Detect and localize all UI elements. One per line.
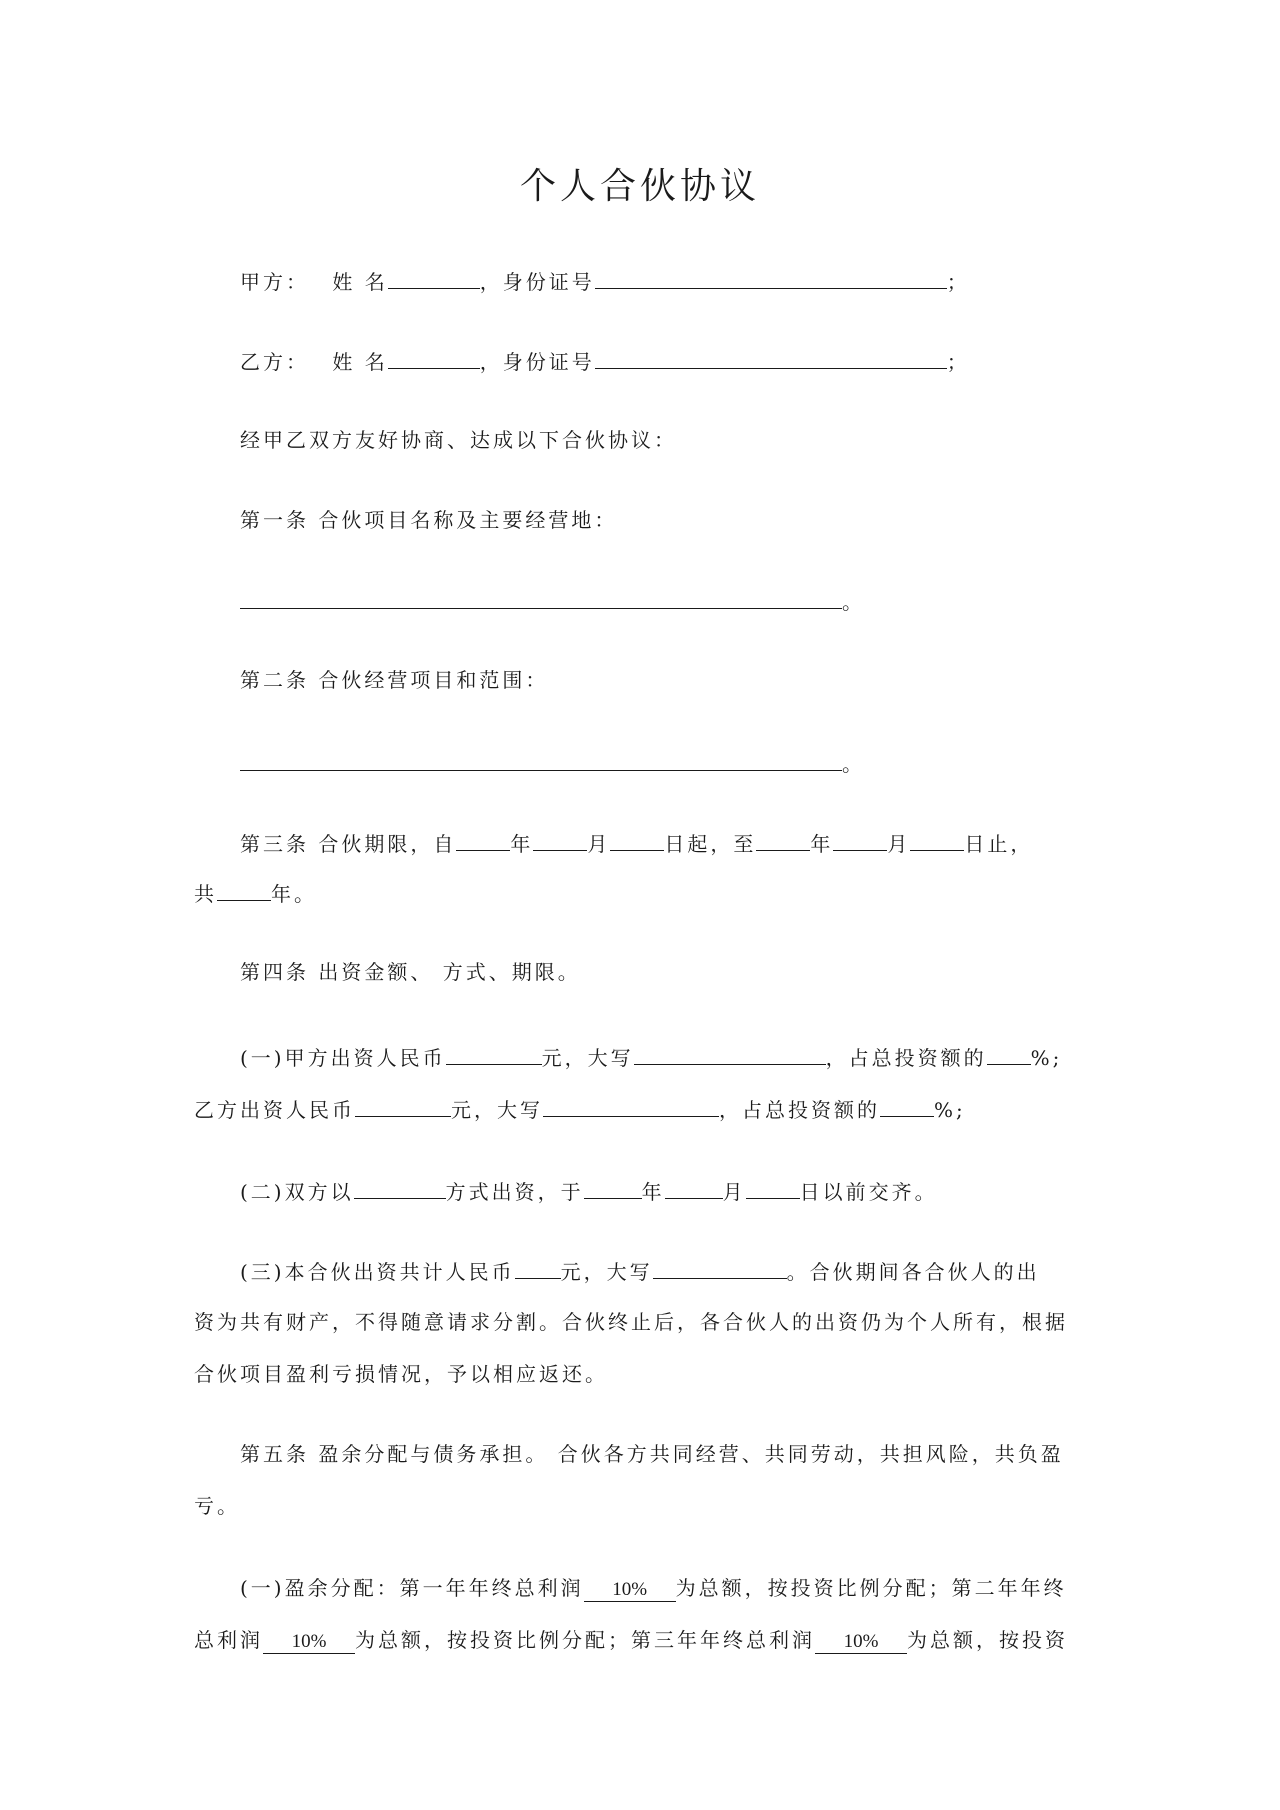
blank-day-from <box>610 828 664 851</box>
party-b-name-label: 姓 名 <box>332 350 388 374</box>
article-4-item-3-line-1 <box>240 1256 1040 1286</box>
party-a-end: ； <box>946 270 970 294</box>
item-3-text: 。合伙期间各合伙人的出 <box>786 1260 1040 1284</box>
blank-total-amount <box>515 1256 561 1279</box>
blank-party-b-amount <box>355 1094 451 1117</box>
profit-year-2-value <box>263 1631 355 1654</box>
party-b-name-blank <box>388 346 480 369</box>
blank-party-a-amount <box>446 1042 542 1065</box>
blank-year-to <box>756 828 810 851</box>
article-1-end: 。 <box>842 590 865 614</box>
month-label-2: 月 <box>887 832 911 856</box>
total-words-label: 元，大写 <box>560 1260 653 1284</box>
pay-month-label: 月 <box>722 1180 746 1204</box>
article-1-heading: 第一条 合伙项目名称及主要经营地： <box>240 508 618 532</box>
article-3-text: 第三条 合伙期限，自 <box>240 832 457 856</box>
article-2-heading: 第二条 合伙经营项目和范围： <box>240 668 549 692</box>
blank-year-from <box>456 828 510 851</box>
party-a-name-blank <box>388 266 480 289</box>
profit-year-3-value <box>815 1631 907 1654</box>
profit-year-1-pct: 10% <box>612 1579 648 1600</box>
article-4-item-2 <box>240 1176 938 1206</box>
blank-pay-day <box>746 1176 800 1199</box>
article-4-item-1-line-1 <box>240 1042 1062 1072</box>
profit-year-3-label: 为总额，按投资比例分配；第三年年终总利润 <box>355 1628 815 1652</box>
blank-month-to <box>833 828 887 851</box>
method-text: 方式出资，于 <box>445 1180 584 1204</box>
years-end-label: 年。 <box>271 882 317 906</box>
year-label-2: 年 <box>810 832 834 856</box>
pct-label-b: ，占总投资额的 <box>719 1098 880 1122</box>
article-3-line-1 <box>240 828 1033 858</box>
article-5-item-1-line-2 <box>194 1626 1068 1654</box>
article-5-line-2: 亏。 <box>194 1494 240 1518</box>
blank-party-b-pct <box>880 1094 934 1117</box>
party-b-id-blank <box>595 346 947 369</box>
year-label: 年 <box>510 832 534 856</box>
blank-month-from <box>533 828 587 851</box>
article-2-blank <box>240 748 842 771</box>
blank-party-b-amount-words <box>543 1094 719 1117</box>
intro-text: 经甲乙双方友好协商、达成以下合伙协议： <box>240 428 677 452</box>
total-contribution-label: (三)本合伙出资共计人民币 <box>240 1260 515 1284</box>
article-4-item-3-line-3: 合伙项目盈利亏损情况，予以相应返还。 <box>194 1362 608 1386</box>
day-from-label: 日起，至 <box>664 832 757 856</box>
article-2-end: 。 <box>842 752 865 776</box>
profit-year-2-pct: 10% <box>291 1631 327 1652</box>
article-3-line-2 <box>194 878 317 908</box>
blank-method <box>354 1176 446 1199</box>
profit-year-1-text: 为总额，按投资比例分配；第二年年终 <box>675 1576 1067 1600</box>
profit-year-3-pct: 10% <box>843 1631 879 1652</box>
article-2-blank-line <box>240 748 865 778</box>
profit-year-3-text: 为总额，按投资 <box>907 1628 1068 1652</box>
blank-party-a-pct <box>987 1042 1031 1065</box>
profit-year-1-label: (一)盈余分配：第一年年终总利润 <box>240 1576 584 1600</box>
pay-end-text: 日以前交齐。 <box>799 1180 938 1204</box>
party-a-id-label: ，身份证号 <box>479 270 595 294</box>
blank-total-words <box>653 1256 787 1279</box>
article-1-blank-line <box>240 586 865 616</box>
yuan-label-b: 元，大写 <box>451 1098 543 1122</box>
document-title: 个人合伙协议 <box>519 166 760 207</box>
party-a-line <box>240 266 970 296</box>
profit-year-2-label: 总利润 <box>194 1628 263 1652</box>
party-b-line <box>240 346 970 376</box>
pct-label: ，占总投资额的 <box>825 1046 987 1070</box>
day-to-label: 日止， <box>964 832 1034 856</box>
party-a-id-blank <box>595 266 947 289</box>
blank-party-a-amount-words <box>634 1042 826 1065</box>
pay-year-label: 年 <box>641 1180 665 1204</box>
profit-year-1-value <box>584 1579 676 1602</box>
article-5-line-1: 第五条 盈余分配与债务承担。 合伙各方共同经营、共同劳动，共担风险，共负盈 <box>240 1442 1064 1466</box>
party-a-label: 甲方： <box>240 270 309 294</box>
article-4-item-3-line-2: 资为共有财产，不得随意请求分割。合伙终止后，各合伙人的出资仍为个人所有，根据 <box>194 1310 1068 1334</box>
party-a-contribution-label: (一)甲方出资人民币 <box>240 1046 446 1070</box>
blank-day-to <box>910 828 964 851</box>
party-b-label: 乙方： <box>240 350 309 374</box>
article-1-blank <box>240 586 842 609</box>
party-b-contribution-label: 乙方出资人民币 <box>194 1098 355 1122</box>
pct-end-b: %; <box>934 1098 966 1122</box>
blank-pay-year <box>584 1176 642 1199</box>
method-label: (二)双方以 <box>240 1180 354 1204</box>
party-b-id-label: ，身份证号 <box>479 350 595 374</box>
month-label: 月 <box>587 832 611 856</box>
yuan-label: 元，大写 <box>541 1046 634 1070</box>
pct-end: %; <box>1030 1046 1063 1070</box>
article-5-item-1-line-1 <box>240 1574 1067 1602</box>
blank-pay-month <box>665 1176 723 1199</box>
party-b-end: ； <box>946 350 970 374</box>
blank-total-years <box>217 878 271 901</box>
party-a-name-label: 姓 名 <box>332 270 388 294</box>
article-4-heading: 第四条 出资金额、 方式、期限。 <box>240 960 581 984</box>
total-label: 共 <box>194 882 217 906</box>
article-4-item-1-line-2 <box>194 1094 966 1124</box>
